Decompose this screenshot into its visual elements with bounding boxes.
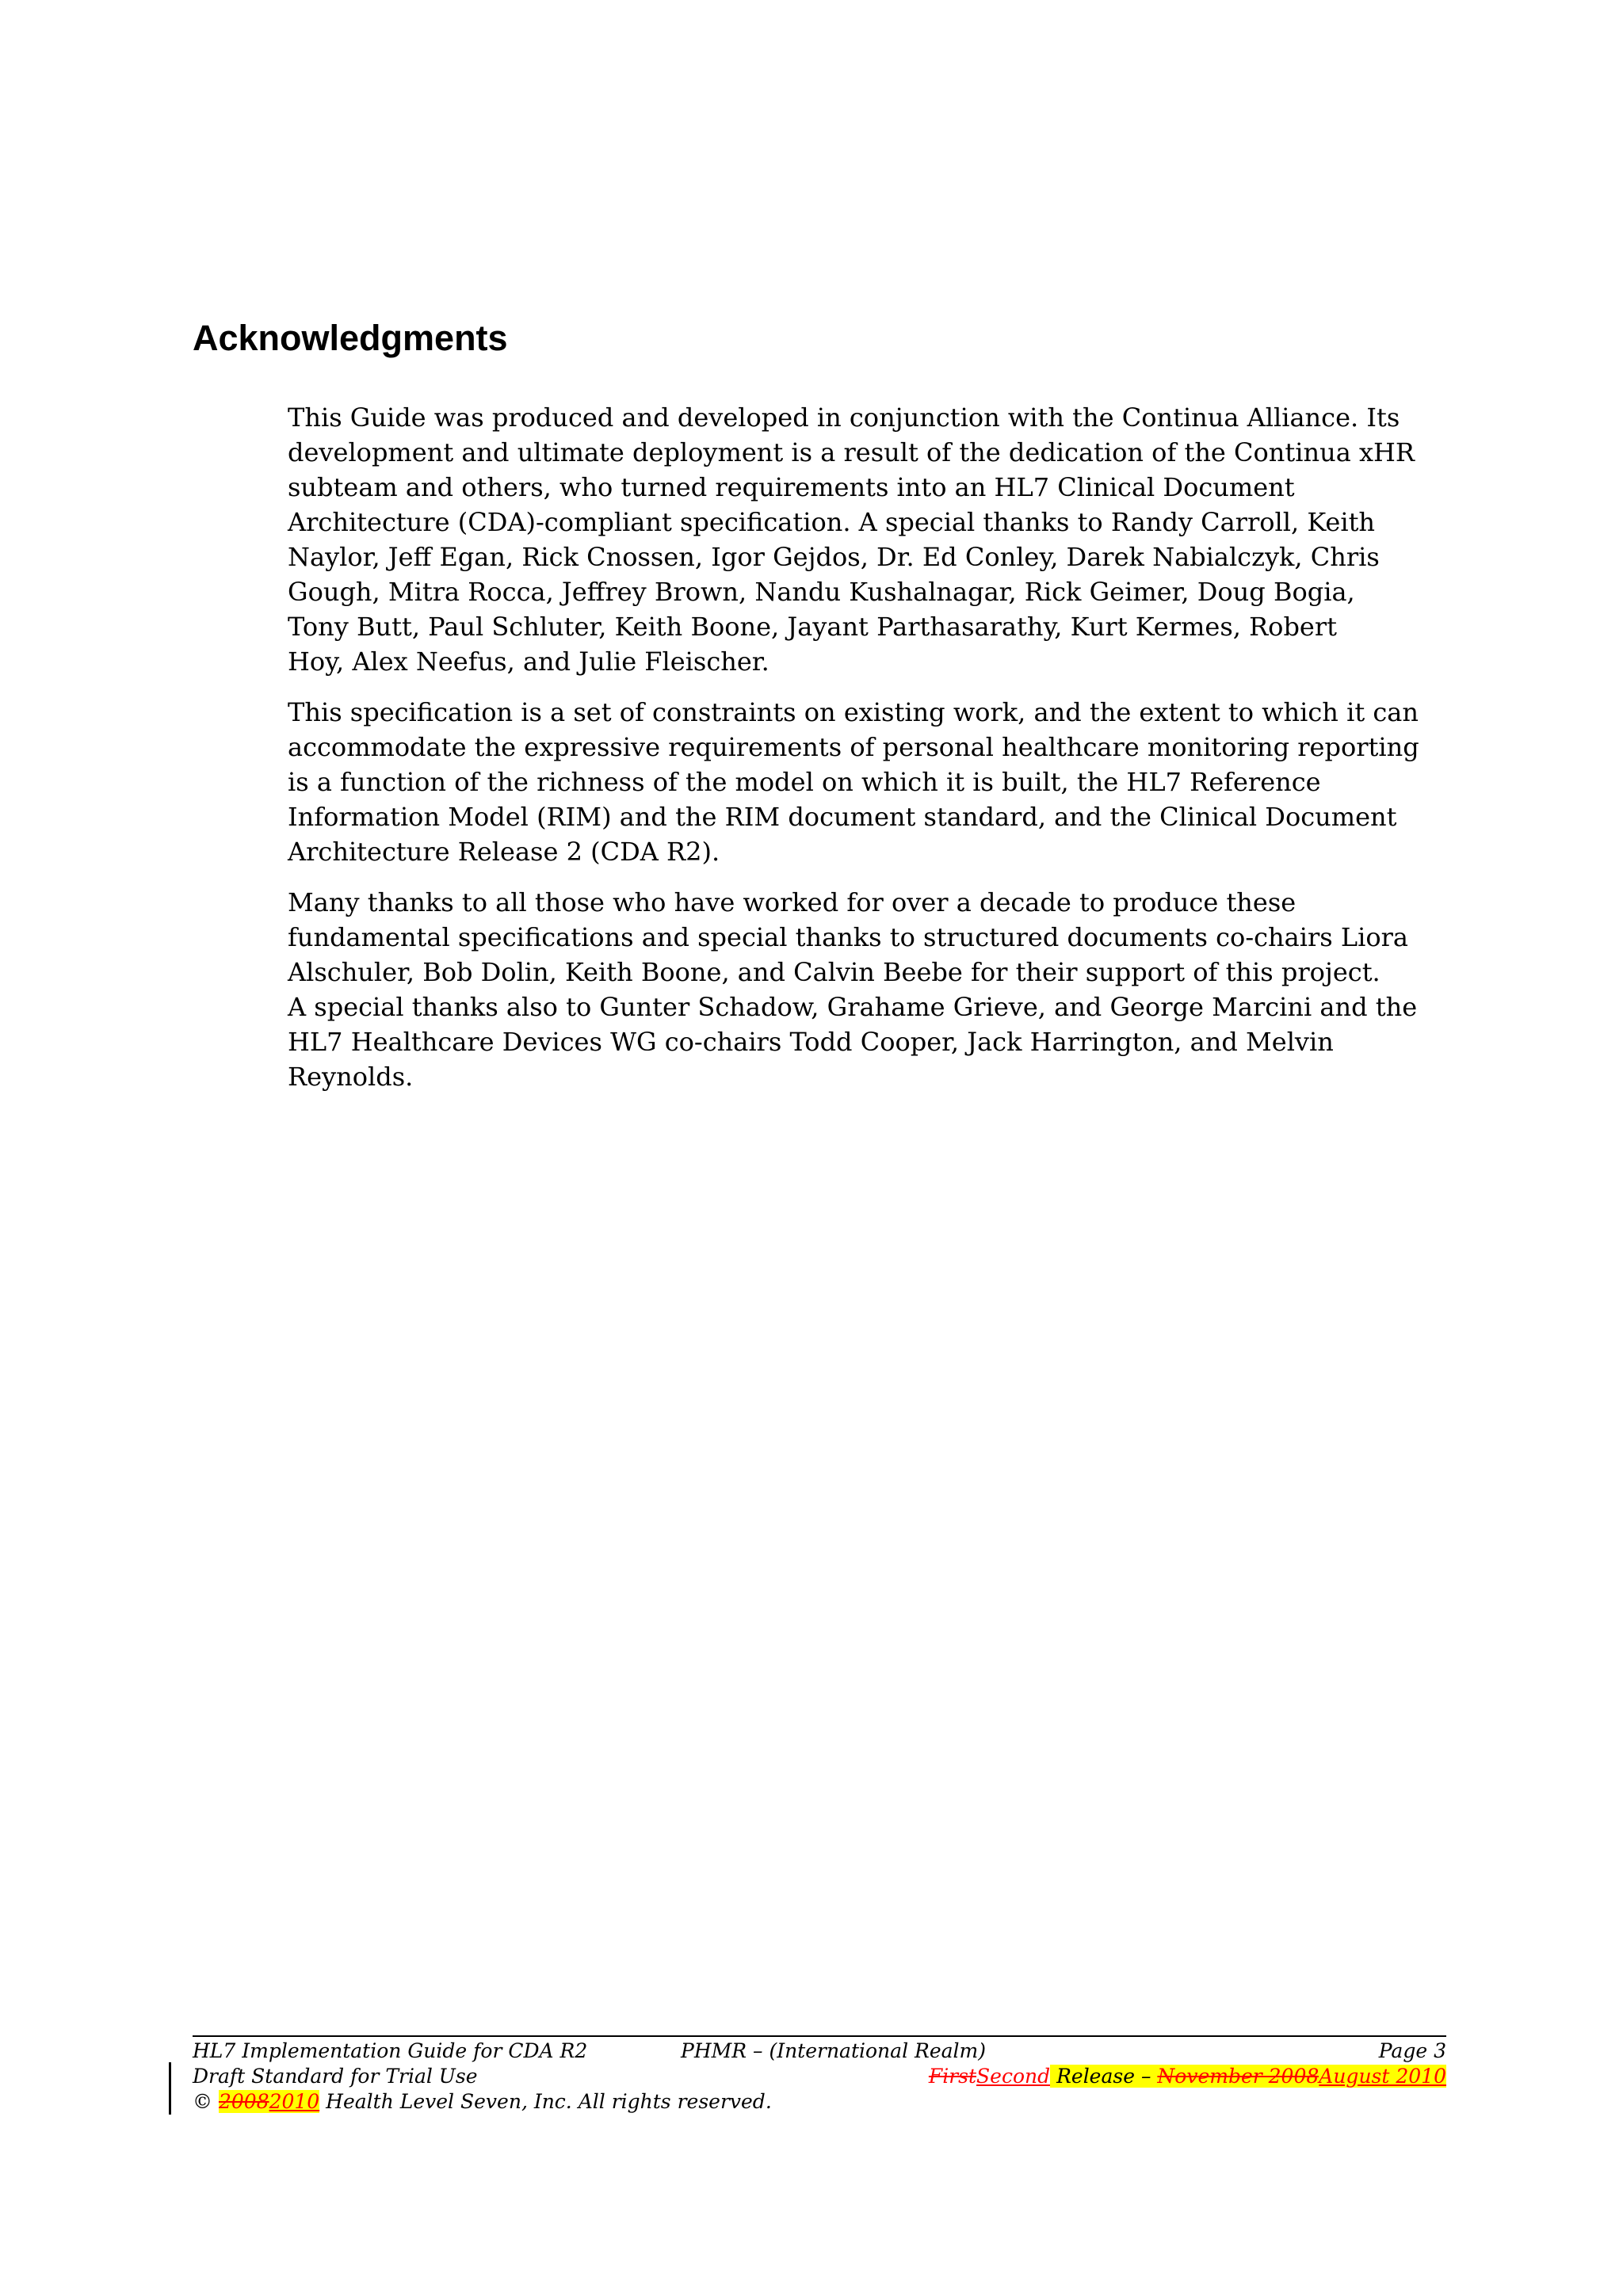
text-line: Gough, Mitra Rocca, Jeffrey Brown, Nandu Kushalnagar, Rick Geimer, Doug Bogia, — [288, 577, 1355, 607]
text-line: accommodate the expressive requirements of personal healthcare monitoring reporting — [288, 732, 1419, 762]
release-label: Release – — [1050, 2065, 1158, 2088]
footer-guide-title: HL7 Implementation Guide for CDA R2 — [193, 2039, 588, 2062]
page-footer — [193, 2035, 1446, 2115]
date-deleted-text: November 2008 — [1157, 2065, 1319, 2088]
year-deleted-text: 2008 — [218, 2090, 269, 2113]
paragraph-thanks — [288, 885, 1445, 1094]
text-line: Reynolds. — [288, 1062, 414, 1092]
text-line: is a function of the richness of the model on which it is built, the HL7 Reference — [288, 767, 1321, 797]
text-line: This specification is a set of constraints on existing work, and the extent to which it can — [288, 697, 1419, 727]
text-line: Architecture (CDA)-compliant specification. A special thanks to Randy Carroll, Keith — [288, 507, 1376, 537]
release-inserted-text: Second — [976, 2065, 1051, 2088]
footer-release — [929, 2064, 1446, 2089]
footer-copyright — [193, 2089, 772, 2115]
text-line: Hoy, Alex Neefus, and Julie Fleischer. — [288, 646, 769, 677]
text-line: development and ultimate deployment is a result of the dedication of the Continua xHR — [288, 437, 1415, 467]
footer-realm: PHMR – (International Realm) — [681, 2039, 986, 2062]
year-inserted-text: 2010 — [269, 2090, 320, 2113]
text-line: Tony Butt, Paul Schluter, Keith Boone, Jayant Parthasarathy, Kurt Kermes, Robert — [288, 612, 1338, 642]
text-line: Alschuler, Bob Dolin, Keith Boone, and Calvin Beebe for their support of this project. — [288, 957, 1381, 987]
text-line: Information Model (RIM) and the RIM document standard, and the Clinical Document — [288, 802, 1397, 832]
paragraph-contributors — [288, 400, 1445, 679]
acknowledgments-body — [288, 400, 1445, 1110]
text-line: subteam and others, who turned requirements into an HL7 Clinical Document — [288, 472, 1295, 502]
revision-change-bar — [169, 2062, 171, 2115]
text-line: fundamental specifications and special thanks to structured documents co-chairs Liora — [288, 922, 1408, 952]
page-heading: Acknowledgments — [193, 318, 508, 358]
date-inserted-text: August 2010 — [1319, 2065, 1446, 2088]
text-line: Many thanks to all those who have worked for over a decade to produce these — [288, 887, 1296, 917]
footer-status: Draft Standard for Trial Use — [193, 2065, 478, 2088]
footer-row-3 — [193, 2089, 1446, 2115]
paragraph-specification — [288, 695, 1445, 869]
text-line: This Guide was produced and developed in conjunction with the Continua Alliance. Its — [288, 402, 1400, 433]
footer-row-2 — [193, 2064, 1446, 2089]
text-line: Architecture Release 2 (CDA R2). — [288, 837, 720, 867]
text-line: A special thanks also to Gunter Schadow, Grahame Grieve, and George Marcini and the — [288, 992, 1418, 1022]
text-line: HL7 Healthcare Devices WG co-chairs Todd Cooper, Jack Harrington, and Melvin — [288, 1027, 1334, 1057]
footer-page-number: Page 3 — [1378, 2039, 1446, 2062]
copyright-symbol: © — [193, 2090, 219, 2113]
copyright-text: Health Level Seven, Inc. All rights reserved. — [319, 2090, 772, 2113]
release-deleted-text: First — [928, 2065, 977, 2088]
text-line: Naylor, Jeff Egan, Rick Cnossen, Igor Gejdos, Dr. Ed Conley, Darek Nabialczyk, Chris — [288, 542, 1380, 572]
footer-row-1 — [193, 2039, 1446, 2064]
